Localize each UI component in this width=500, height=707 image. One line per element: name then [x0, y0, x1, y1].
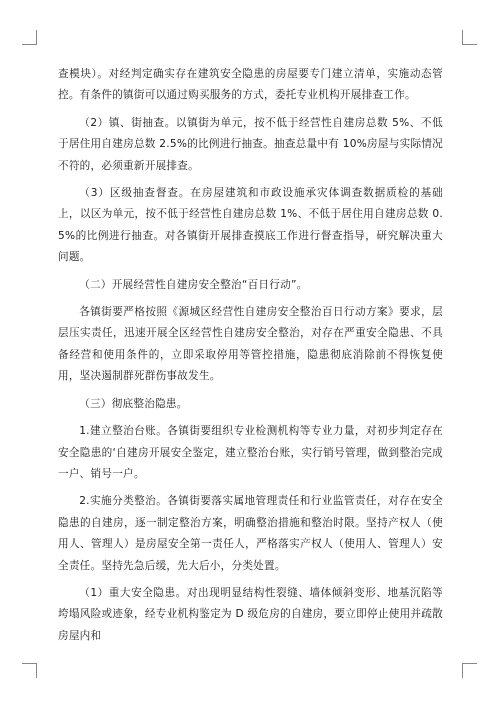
crop-mark-top-left: [22, 30, 37, 45]
paragraph-hundred-day-action: 各镇街要严格按照《源城区经营性自建房安全整治百日行动方案》要求，层层压实责任，迅速开展全区经营性自建房安全整治，对存在严重安全隐患、不具备经营和使用条件的，立即采取停用等管控措施，隐患彻底消除前不得恢复使用，坚决遏制群死群伤事故发生。: [58, 306, 443, 383]
crop-mark-bottom-left: [22, 663, 37, 678]
crop-mark-bottom-right: [462, 663, 477, 678]
paragraph-district-spot-check: （3）区级抽查督查。在房屋建筑和市政设施承灾体调查数据质检的基础上，以区为单元，按不低于经营性自建房总数 1%、不低于居住用自建房总数 0.5%的比例进行抽查。对各镇街开展排查摸底工作进行督查指导，研究解决重大问题。: [58, 187, 443, 264]
paragraph-major-hazards: （1）重大安全隐患。对出现明显结构性裂缝、墙体倾斜变形、地基沉陷等垮塌风险或迹象，经专业机构鉴定为 D 级危房的自建房，要立即停止使用并疏散房屋内和: [58, 586, 443, 642]
document-body: [58, 64, 443, 653]
crop-mark-top-right: [462, 30, 477, 45]
section-heading-rectify-hazards: （三）彻底整治隐患。: [79, 397, 188, 410]
paragraph-town-spot-check: （2）镇、街抽查。以镇街为单元，按不低于经营性自建房总数 5%、不低于居住用自建房总数 2.5%的比例进行抽查。抽查总量中有 10%房屋与实际情况不符的，必须重新开展排查。: [58, 116, 443, 172]
paragraph-classified-rectification: 2.实施分类整治。各镇街要落实属地管理责任和行业监管责任，对存在安全隐患的自建房，逐一制定整治方案，明确整治措施和整治时限。坚持产权人（使用人、管理人）是房屋安全第一责任人，严格落实产权人（使用人、管理人）安全责任。坚持先急后缓，先大后小，分类处置。: [58, 495, 443, 572]
section-heading-hundred-day-action: （二）开展经营性自建房安全整治“百日行动”。: [79, 278, 308, 291]
paragraph-continued-inspection-list: 查模块）。对经判定确实存在建筑安全隐患的房屋要专门建立清单，实施动态管控。有条件的镇街可以通过购买服务的方式，委托专业机构开展排查工作。: [58, 68, 443, 102]
paragraph-rectification-ledger: 1.建立整治台账。各镇街要组织专业检测机构等专业力量，对初步判定存在安全隐患的‘自建房开展安全鉴定，建立整治台账，实行销号管理，做到整治完成一户、销号一户。: [58, 425, 443, 480]
